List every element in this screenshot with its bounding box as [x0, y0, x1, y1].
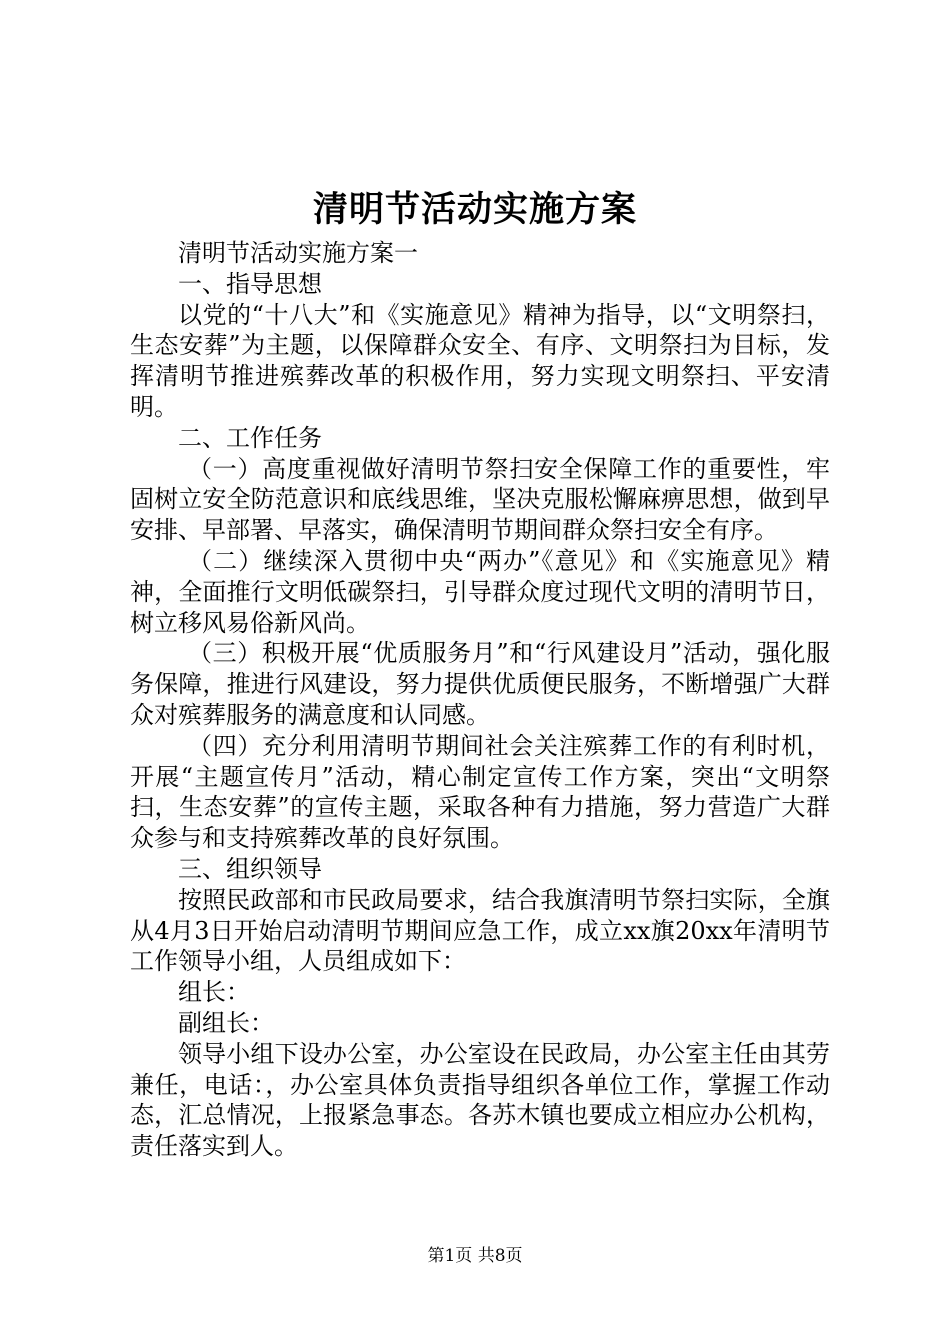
paragraph-task-4: （四）充分利用清明节期间社会关注殡葬工作的有利时机，开展“主题宣传月”活动，精心制定宣传工作方案，突出“文明祭扫，生态安葬”的宣传主题，采取各种有力措施，努力营造广大群众参与和支持殡葬改革的良好氛围。	[130, 731, 830, 853]
paragraph-task-3: （三）积极开展“优质服务月”和“行风建设月”活动，强化服务保障，推进行风建设，努力提供优质便民服务，不断增强广大群众对殡葬服务的满意度和认同感。	[130, 639, 830, 729]
document-body	[130, 238, 830, 1162]
heading-tasks: 二、工作任务	[178, 423, 322, 452]
heading-guiding-idea: 一、指导思想	[178, 269, 322, 298]
paragraph-task-1: （一）高度重视做好清明节祭扫安全保障工作的重要性，牢固树立安全防范意识和底线思维，坚决克服松懈麻痹思想，做到早安排、早部署、早落实，确保清明节期间群众祭扫安全有序。	[130, 454, 830, 545]
paragraph-deputy-leader: 副组长：	[178, 1008, 274, 1037]
paragraph-organization: 按照民政部和市民政局要求，结合我旗清明节祭扫实际，全旗从4月3日开始启动清明节期间应急工作，成立xx旗20xx年清明节工作领导小组，人员组成如下：	[130, 885, 830, 976]
paragraph-office: 领导小组下设办公室，办公室设在民政局，办公室主任由其劳兼任，电话：，办公室具体负责指导组织各单位工作，掌握工作动态，汇总情况，上报紧急事态。各苏木镇也要成立相应办公机构，责任落实到人。	[130, 1039, 830, 1161]
paragraph-guiding-idea: 以党的“十八大”和《实施意见》精神为指导，以“文明祭扫，生态安葬”为主题，以保障群众安全、有序、文明祭扫为目标，发挥清明节推进殡葬改革的积极作用，努力实现文明祭扫、平安清明。	[130, 300, 830, 421]
heading-organization: 三、组织领导	[178, 854, 322, 883]
paragraph-task-2: （二）继续深入贯彻中央“两办”《意见》和《实施意见》精神，全面推行文明低碳祭扫，引导群众度过现代文明的清明节日，树立移风易俗新风尚。	[130, 546, 830, 637]
page-number-footer: 第1页 共8页	[427, 1246, 523, 1266]
document-title: 清明节活动实施方案	[312, 189, 637, 230]
paragraph-subtitle: 清明节活动实施方案一	[178, 239, 418, 267]
paragraph-leader: 组长：	[178, 978, 250, 1007]
